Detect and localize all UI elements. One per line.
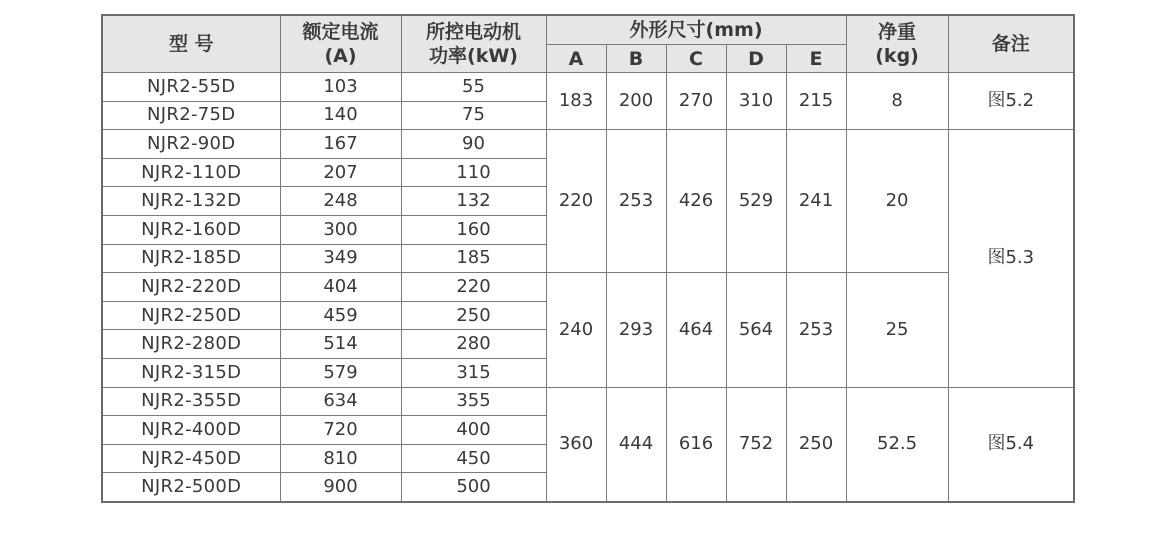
header-motor-power-unit: 功率(kW) <box>429 45 518 67</box>
power-cell: 185 <box>401 244 546 273</box>
power-cell: 220 <box>401 273 546 302</box>
model-cell: NJR2-315D <box>102 358 280 387</box>
current-cell: 248 <box>280 187 401 216</box>
current-cell: 459 <box>280 301 401 330</box>
header-dim-b: B <box>606 45 666 73</box>
current-cell: 167 <box>280 130 401 159</box>
table-row <box>102 73 1074 102</box>
dim-b-cell: 293 <box>606 273 666 387</box>
table-row <box>102 273 1074 302</box>
table-row <box>102 387 1074 416</box>
dim-d-cell: 529 <box>726 130 786 273</box>
power-cell: 160 <box>401 215 546 244</box>
model-cell: NJR2-185D <box>102 244 280 273</box>
dim-c-cell: 426 <box>666 130 726 273</box>
header-net-weight-label: 净重 <box>878 21 917 43</box>
header-dim-d: D <box>726 45 786 73</box>
current-cell: 900 <box>280 473 401 502</box>
dim-e-cell: 253 <box>786 273 846 387</box>
dim-a-cell: 360 <box>546 387 606 502</box>
power-cell: 90 <box>401 130 546 159</box>
weight-cell: 20 <box>846 130 948 273</box>
weight-cell: 25 <box>846 273 948 387</box>
model-cell: NJR2-250D <box>102 301 280 330</box>
current-cell: 207 <box>280 158 401 187</box>
dim-b-cell: 253 <box>606 130 666 273</box>
current-cell: 103 <box>280 73 401 102</box>
current-cell: 720 <box>280 416 401 445</box>
current-cell: 349 <box>280 244 401 273</box>
current-cell: 300 <box>280 215 401 244</box>
power-cell: 132 <box>401 187 546 216</box>
spec-table <box>101 14 1075 503</box>
header-net-weight <box>846 15 948 73</box>
header-dim-e: E <box>786 45 846 73</box>
current-cell: 579 <box>280 358 401 387</box>
power-cell: 110 <box>401 158 546 187</box>
header-dimensions: 外形尺寸(mm) <box>546 15 846 45</box>
header-model: 型 号 <box>102 15 280 73</box>
current-cell: 810 <box>280 444 401 473</box>
header-dim-a: A <box>546 45 606 73</box>
model-cell: NJR2-400D <box>102 416 280 445</box>
weight-cell: 52.5 <box>846 387 948 502</box>
dim-e-cell: 241 <box>786 130 846 273</box>
current-cell: 514 <box>280 330 401 359</box>
remark-cell: 图5.2 <box>948 73 1074 130</box>
weight-cell: 8 <box>846 73 948 130</box>
model-cell: NJR2-55D <box>102 73 280 102</box>
dim-c-cell: 464 <box>666 273 726 387</box>
model-cell: NJR2-90D <box>102 130 280 159</box>
current-cell: 404 <box>280 273 401 302</box>
model-cell: NJR2-280D <box>102 330 280 359</box>
power-cell: 280 <box>401 330 546 359</box>
page-corner-fragment <box>1060 0 1090 4</box>
model-cell: NJR2-75D <box>102 101 280 130</box>
table-row <box>102 130 1074 159</box>
dim-c-cell: 616 <box>666 387 726 502</box>
power-cell: 500 <box>401 473 546 502</box>
dim-a-cell: 240 <box>546 273 606 387</box>
model-cell: NJR2-160D <box>102 215 280 244</box>
dim-d-cell: 564 <box>726 273 786 387</box>
model-cell: NJR2-110D <box>102 158 280 187</box>
dim-b-cell: 200 <box>606 73 666 130</box>
power-cell: 55 <box>401 73 546 102</box>
dim-d-cell: 310 <box>726 73 786 130</box>
model-cell: NJR2-355D <box>102 387 280 416</box>
power-cell: 450 <box>401 444 546 473</box>
dim-c-cell: 270 <box>666 73 726 130</box>
power-cell: 315 <box>401 358 546 387</box>
power-cell: 250 <box>401 301 546 330</box>
header-motor-power-label: 所控电动机 <box>425 21 521 43</box>
header-net-weight-unit: (kg) <box>875 45 919 67</box>
model-cell: NJR2-220D <box>102 273 280 302</box>
power-cell: 400 <box>401 416 546 445</box>
remark-cell: 图5.4 <box>948 387 1074 502</box>
current-cell: 140 <box>280 101 401 130</box>
header-motor-power <box>401 15 546 73</box>
current-cell: 634 <box>280 387 401 416</box>
model-cell: NJR2-500D <box>102 473 280 502</box>
dim-a-cell: 183 <box>546 73 606 130</box>
power-cell: 355 <box>401 387 546 416</box>
dim-e-cell: 250 <box>786 387 846 502</box>
dim-d-cell: 752 <box>726 387 786 502</box>
header-dim-c: C <box>666 45 726 73</box>
power-cell: 75 <box>401 101 546 130</box>
remark-cell: 图5.3 <box>948 130 1074 387</box>
model-cell: NJR2-132D <box>102 187 280 216</box>
header-rated-current <box>280 15 401 73</box>
header-rated-current-label: 额定电流 <box>302 21 379 43</box>
dim-e-cell: 215 <box>786 73 846 130</box>
model-cell: NJR2-450D <box>102 444 280 473</box>
dim-a-cell: 220 <box>546 130 606 273</box>
dim-b-cell: 444 <box>606 387 666 502</box>
header-rated-current-unit: (A) <box>324 45 357 67</box>
header-remark: 备注 <box>948 15 1074 73</box>
